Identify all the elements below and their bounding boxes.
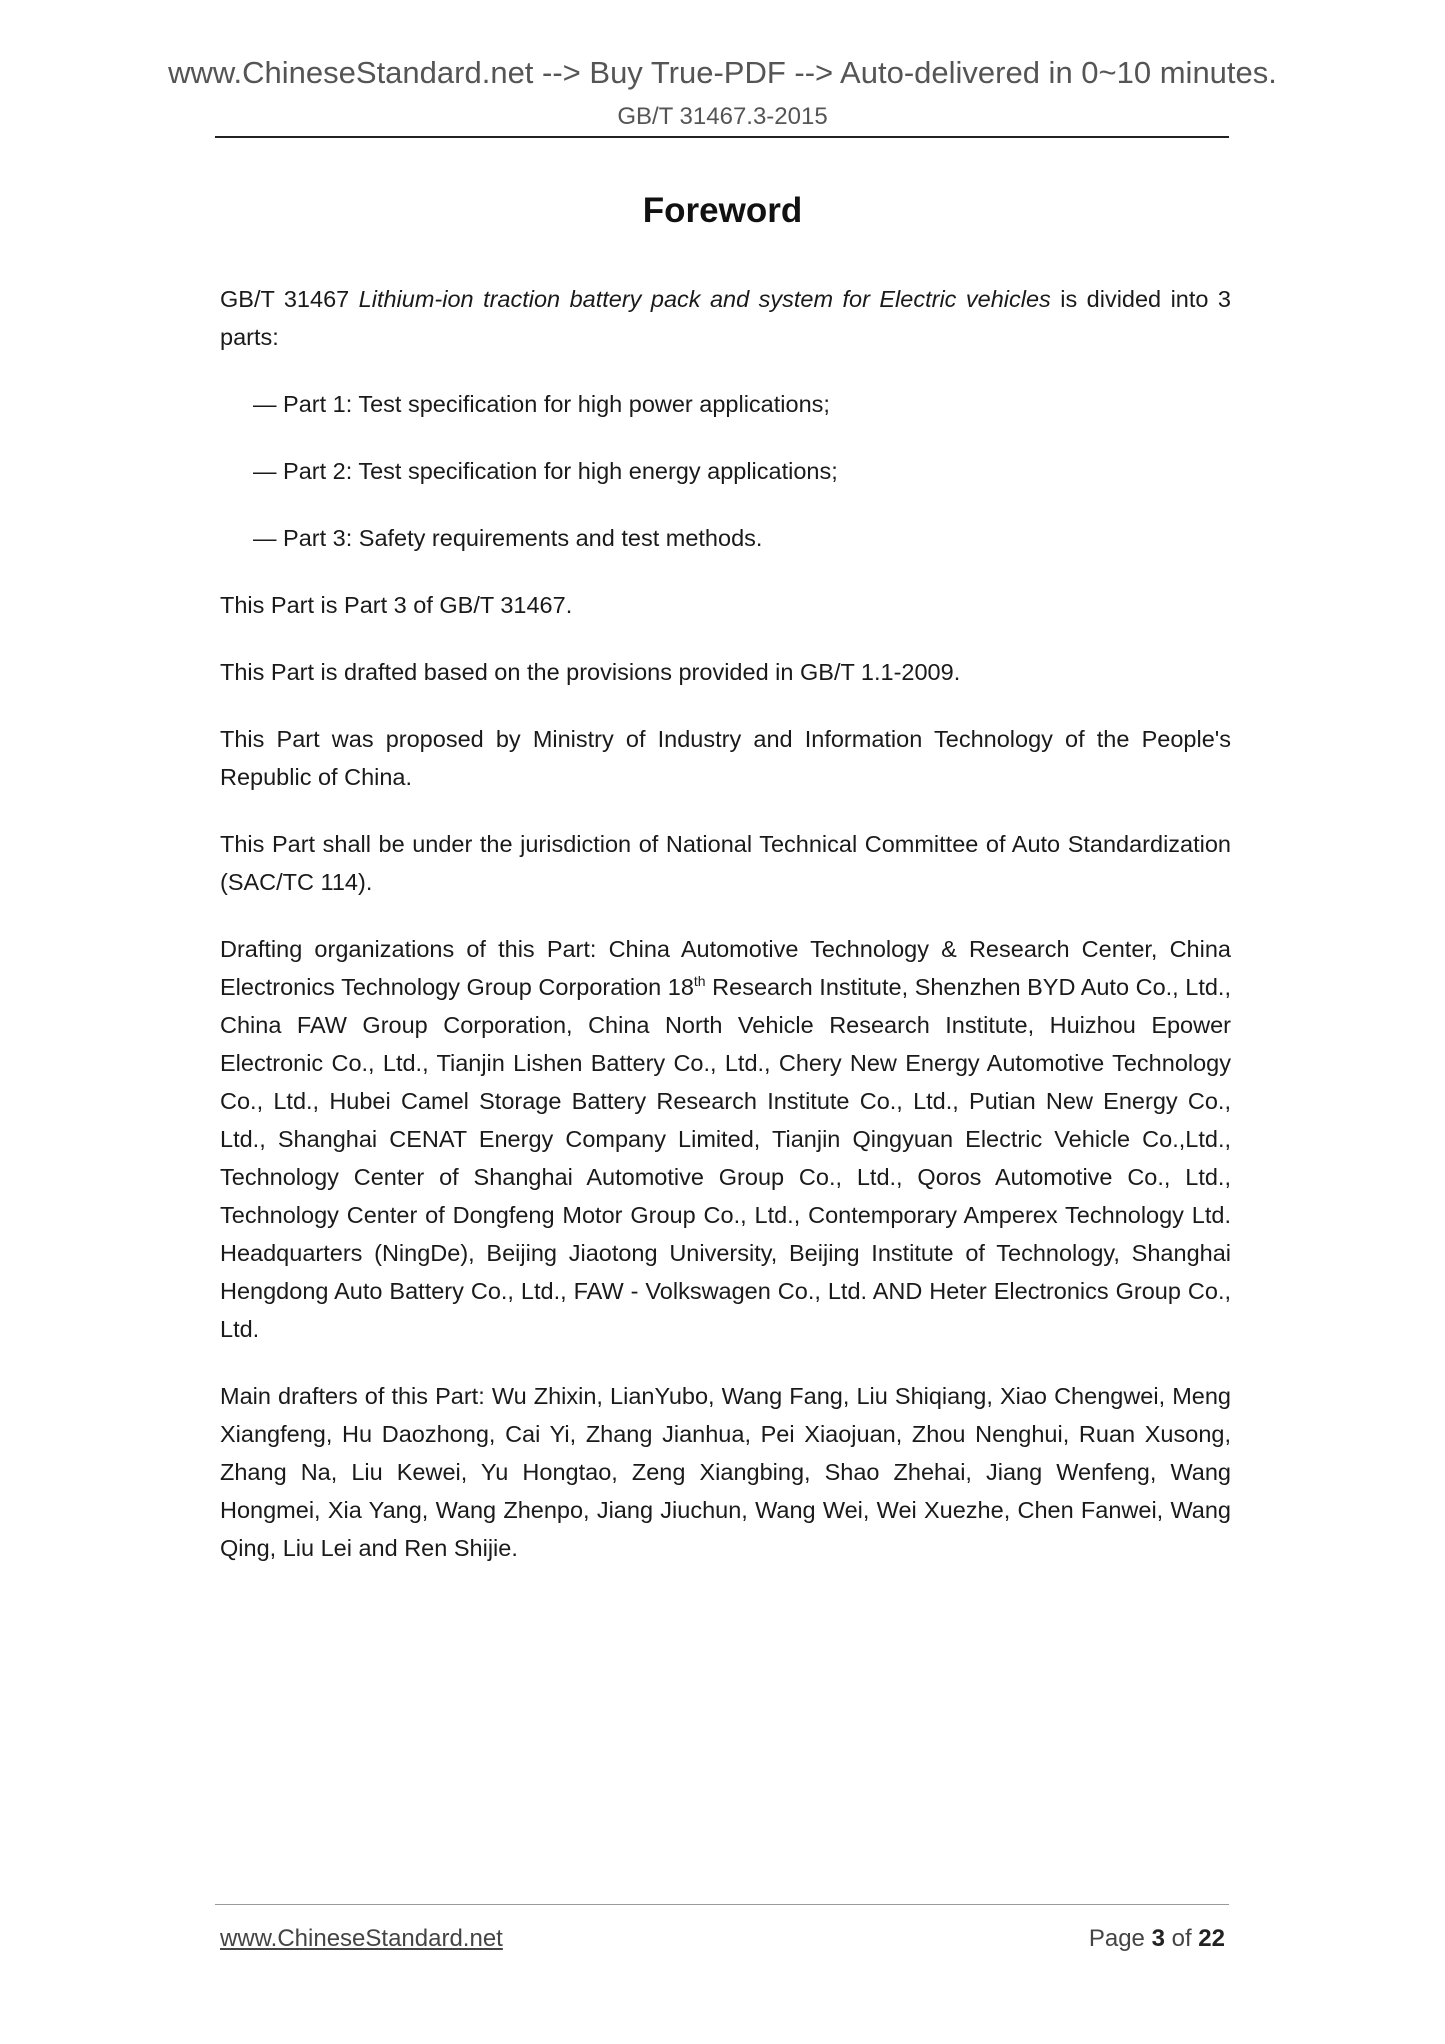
intro-prefix: GB/T 31467: [220, 286, 359, 312]
header-divider: [215, 136, 1229, 138]
ordinal-superscript: th: [693, 973, 706, 989]
page-total: 22: [1198, 1925, 1225, 1952]
footer-divider: [215, 1904, 1229, 1905]
intro-suffix: is divided into 3 parts:: [220, 286, 1231, 350]
list-item: — Part 1: Test specification for high power applications;: [253, 391, 830, 417]
list-item: — Part 2: Test specification for high energy applications;: [253, 458, 838, 484]
footer-website-link[interactable]: www.ChineseStandard.net: [220, 1925, 503, 1952]
site-banner: www.ChineseStandard.net --> Buy True-PDF --> Auto-delivered in 0~10 minutes.: [168, 55, 1277, 90]
list-item: — Part 3: Safety requirements and test methods.: [253, 525, 763, 551]
foreword-body: [220, 280, 1231, 1596]
page-title: Foreword: [642, 191, 803, 230]
page-number: [1089, 1924, 1225, 1954]
part-of-paragraph: This Part is Part 3 of GB/T 31467.: [220, 592, 573, 618]
page-label: Page: [1088, 1925, 1145, 1952]
jurisdiction-paragraph: This Part shall be under the jurisdiction of National Technical Committee of Auto Standardization (SAC/TC 114).: [220, 831, 1231, 895]
standard-title: Lithium-ion traction battery pack and system for Electric vehicles: [358, 286, 1051, 312]
drafted-paragraph: This Part is drafted based on the provisions provided in GB/T 1.1-2009.: [220, 659, 961, 685]
drafters-paragraph: Main drafters of this Part: Wu Zhixin, LianYubo, Wang Fang, Liu Shiqiang, Xiao Chengwei, Meng Xiangfeng, Hu Daozhong, Cai Yi, Zhang Jianhua, Pei Xiaojuan, Zhou Nenghui, Ruan Xusong, Zhang Na, Liu Kewei, Yu Hongtao, Zeng Xiangbing, Shao Zhehai, Jiang Wenfeng, Wang Hongmei, Xia Yang, Wang Zhenpo, Jiang Jiuchun, Wang Wei, Wei Xuezhe, Chen Fanwei, Wang Qing, Liu Lei and Ren Shijie.: [220, 1383, 1231, 1561]
organizations-paragraph: [220, 930, 1231, 1348]
organizations-text-start: Drafting organizations of this Part: China Automotive Technology & Research Center, China Electronics Technology Group Corporation 18: [220, 936, 1231, 1000]
organizations-text-end: Research Institute, Shenzhen BYD Auto Co., Ltd., China FAW Group Corporation, China North Vehicle Research Institute, Huizhou Epower Electronic Co., Ltd., Tianjin Lishen Battery Co., Ltd., Chery New Energy Automotive Technology Co., Ltd., Hubei Camel Storage Battery Research Institute Co., Ltd., Putian New Energy Co., Ltd., Shanghai CENAT Energy Company Limited, Tianjin Qingyuan Electric Vehicle Co.,Ltd., Technology Center of Shanghai Automotive Group Co., Ltd., Qoros Automotive Co., Ltd., Technology Center of Dongfeng Motor Group Co., Ltd., Contemporary Amperex Technology Ltd. Headquarters (NingDe), Beijing Jiaotong University, Beijing Institute of Technology, Shanghai Hengdong Auto Battery Co., Ltd., FAW - Volkswagen Co., Ltd. AND Heter Electronics Group Co., Ltd.: [220, 974, 1231, 1342]
proposed-paragraph: This Part was proposed by Ministry of Industry and Information Technology of the People's Republic of China.: [220, 726, 1231, 790]
page-of: of: [1171, 1925, 1192, 1952]
intro-paragraph: [220, 280, 1231, 356]
document-code: GB/T 31467.3-2015: [617, 103, 828, 130]
page-current: 3: [1151, 1925, 1165, 1952]
